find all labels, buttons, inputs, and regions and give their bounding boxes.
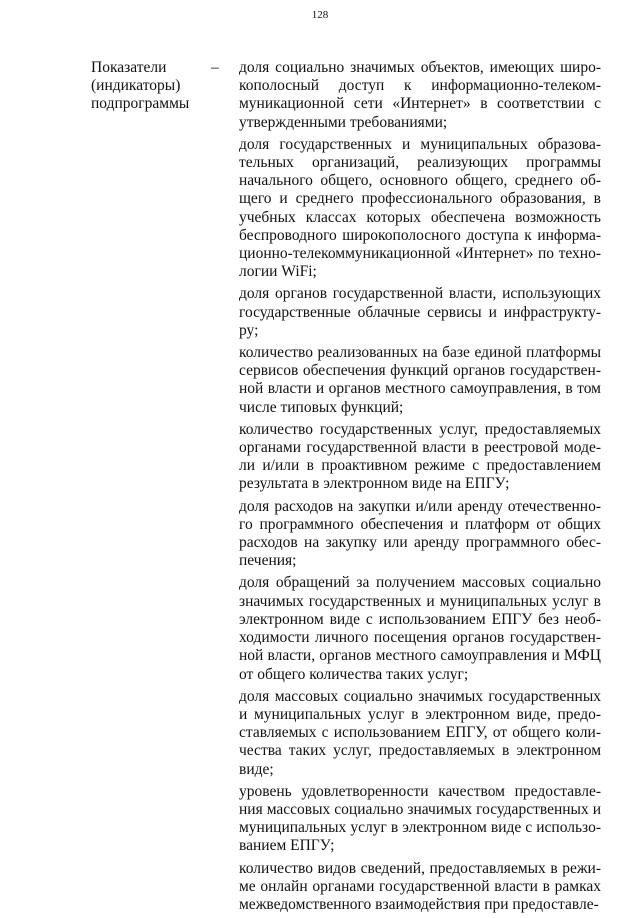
indicator-line: ли и/или в проактивном режиме с предоставлением	[239, 457, 601, 475]
indicator-line: виде;	[239, 760, 274, 778]
indicator-line: тельных организаций, реализующих программы	[239, 154, 601, 172]
indicator-line: количество государственных услуг, предоставляемых	[239, 420, 601, 438]
indicator-line: чества таких услуг, предоставляемых в электронном	[239, 742, 601, 760]
indicator-line: логии WiFi;	[239, 263, 317, 281]
indicator-line: сервисов обеспечения функций органов государствен-	[239, 362, 601, 380]
indicator-list	[239, 59, 601, 918]
indicator-line: ционно-телекоммуникационной «Интернет» по техно-	[239, 245, 601, 263]
indicator-line: электронном виде с использованием ЕПГУ без необ-	[239, 610, 601, 628]
indicator-line: ванием ЕПГУ;	[239, 837, 335, 855]
indicator-item	[239, 285, 601, 340]
indicator-item	[239, 59, 601, 132]
indicator-line: количество реализованных на базе единой платформы	[239, 344, 601, 362]
indicator-line: доля обращений за получением массовых социально	[239, 574, 601, 592]
indicator-line: учебных классах которых обеспечена возможность	[239, 208, 601, 226]
indicator-line: ходимости личного посещения органов государствен-	[239, 629, 601, 647]
section-label-line: Показатели	[91, 59, 167, 76]
indicator-item	[239, 688, 601, 779]
indicator-line: доля органов государственной власти, использующих	[239, 285, 601, 303]
indicator-item	[239, 860, 601, 915]
section-label	[91, 59, 209, 114]
indicator-line: от общего количества таких услуг;	[239, 665, 469, 683]
section-dash: –	[211, 59, 219, 76]
indicator-item	[239, 498, 601, 571]
indicator-line: количество видов сведений, предоставляемых в режи-	[239, 859, 601, 877]
indicator-line: беспроводного широкополосного доступа к информа-	[239, 226, 601, 244]
indicator-line: муникационной сети «Интернет» в соответствии с	[239, 95, 601, 113]
indicator-line: кополосный доступ к информационно-телеком-	[239, 77, 601, 95]
indicator-line: ной власти и органов местного самоуправления, в том	[239, 380, 601, 398]
indicator-line: щего и среднего профессионального образования, в	[239, 190, 601, 208]
indicator-line: ния массовых социально значимых государственных и	[239, 800, 601, 818]
indicator-item	[239, 421, 601, 494]
indicator-line: результата в электронном виде на ЕПГУ;	[239, 475, 510, 493]
indicator-line: межведомственного взаимодействия при предоставле-	[239, 895, 599, 913]
indicators-section	[91, 59, 601, 918]
indicator-line: муниципальных услуг в электронном виде с использо-	[239, 819, 601, 837]
indicator-item	[239, 136, 601, 282]
indicator-line: доля массовых социально значимых государственных	[239, 687, 601, 705]
indicator-line: уровень удовлетворенности качеством предоставле-	[239, 782, 601, 800]
indicator-line: и муниципальных услуг в электронном виде, предо-	[239, 705, 601, 723]
indicator-line: доля расходов на закупки и/или аренду отечественно-	[239, 497, 601, 515]
indicator-line: доля социально значимых объектов, имеющих широ-	[239, 59, 601, 76]
indicator-line: начального общего, основного общего, среднего об-	[239, 172, 601, 190]
section-label-line: подпрограммы	[91, 95, 190, 113]
indicator-line: ру;	[239, 321, 259, 339]
indicator-line: государственные облачные сервисы и инфраструкту-	[239, 303, 601, 321]
indicator-item	[239, 783, 601, 856]
indicator-line: доля государственных и муниципальных образова-	[239, 135, 601, 153]
indicator-line: ме онлайн органами государственной власти в рамках	[239, 877, 601, 895]
indicator-line: органами государственной власти в реестровой моде-	[239, 439, 601, 457]
indicator-item	[239, 574, 601, 683]
indicator-item	[239, 344, 601, 417]
indicator-line: числе типовых функций;	[239, 398, 404, 416]
indicator-line: печения;	[239, 552, 297, 570]
indicator-line: го программного обеспечения и платформ от общих	[239, 515, 601, 533]
section-label-line: (индикаторы)	[91, 77, 181, 95]
indicator-line: ставляемых с использованием ЕПГУ, от общего коли-	[239, 724, 601, 742]
indicator-line: значимых государственных и муниципальных услуг в	[239, 592, 601, 610]
indicator-line: утвержденными требованиями;	[239, 113, 448, 131]
indicator-line: ной власти, органов местного самоуправления и МФЦ	[239, 647, 601, 665]
page-number: 128	[311, 9, 329, 21]
indicator-line: расходов на закупку или аренду программного обес-	[239, 534, 601, 552]
